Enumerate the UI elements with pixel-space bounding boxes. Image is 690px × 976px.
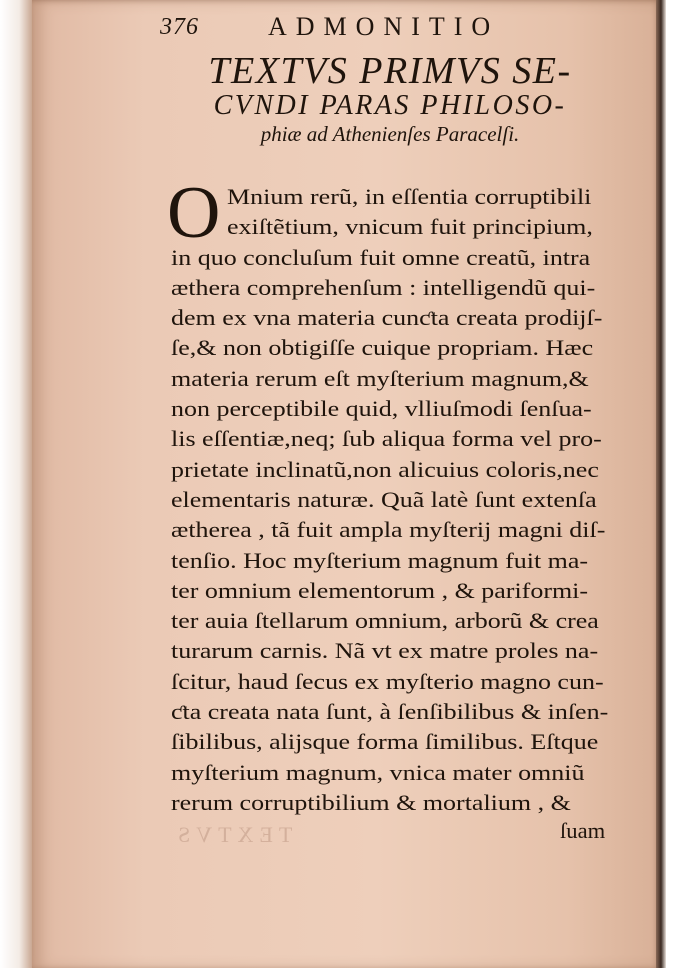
text-line: ter omnium elementorum , & pariformi-	[171, 577, 589, 603]
title-line-1: TEXTVS PRIMVS SE-	[208, 50, 572, 92]
text-line: non perceptibile quid, vlliuſmodi ſenſua-	[171, 396, 592, 422]
title-line-2: CVNDI PARAS PHILOSO-	[213, 90, 567, 121]
text-line: ſcitur, haud ſecus ex myſterio magno cun-	[171, 668, 604, 694]
bleed-through-text: TEXTVS	[172, 822, 293, 847]
text-line: ƈta creata nata ſunt, à ſenſibilibus & inſen-	[171, 699, 609, 725]
text-line: ſibilibus, alijsque forma ſimilibus. Eſtque	[171, 729, 599, 755]
drop-cap: O	[167, 172, 221, 254]
catchword: ſuam	[560, 818, 606, 843]
page-number: 376	[160, 14, 199, 40]
running-title: ADMONITIO	[268, 12, 500, 41]
text-line: Mnium rerũ, in eſſentia corruptibili	[227, 184, 592, 209]
section-title	[150, 52, 630, 150]
text-line: ter auia ſtellarum omnium, arborũ & crea	[171, 608, 599, 634]
text-line: rerum corruptibilium & mortalium , &	[171, 789, 571, 815]
text-line: tenſio. Hoc myſterium magnum fuit ma-	[171, 547, 589, 573]
text-line: materia rerum eſt myſterium magnum,&	[171, 365, 589, 391]
text-line: prietate inclinatũ,non alicuius coloris,nec	[171, 456, 599, 482]
text-line: lis eſſentiæ,neq; ſub aliqua forma vel pro-	[171, 426, 602, 452]
text-line: ætherea , tã fuit ampla myſterij magni diſ-	[171, 517, 606, 543]
text-line: elementaris naturæ. Quã latè ſunt extenſa	[171, 486, 597, 512]
bottom-margin	[0, 968, 690, 976]
binding-shadow	[0, 0, 32, 976]
text-line: ſe,& non obtigiſſe cuique propriam. Hæc	[171, 335, 594, 361]
text-line: exiſtẽtium, vnicum fuit principium,	[227, 214, 593, 240]
text-line: dem ex vna materia cunƈta creata prodijſ-	[171, 305, 603, 331]
title-line-3: phiæ ad Athenienſes Paracelſi.	[260, 122, 520, 146]
page-edge	[656, 0, 666, 976]
body-text	[171, 182, 621, 818]
text-line: æthera comprehenſum : intelligendũ qui-	[171, 274, 596, 300]
text-line: turarum carnis. Nã vt ex matre proles na-	[171, 638, 599, 664]
text-line: in quo concluſum fuit omne creatũ, intra	[171, 244, 591, 270]
page-header	[160, 12, 620, 46]
text-line: myſterium magnum, vnica mater omniũ	[171, 759, 585, 785]
